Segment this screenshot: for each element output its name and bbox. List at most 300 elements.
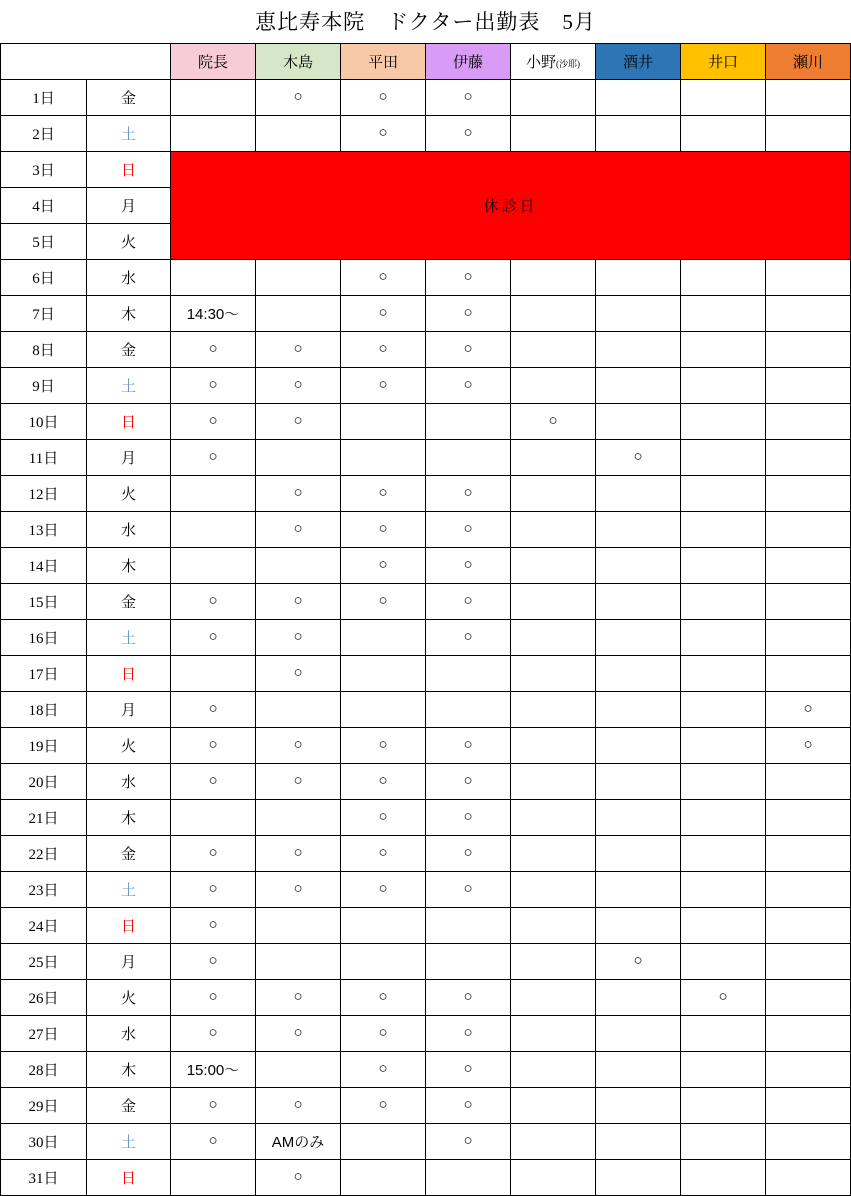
- shift-cell-1[interactable]: ○: [171, 692, 256, 728]
- shift-cell-1[interactable]: ○: [171, 872, 256, 908]
- shift-cell-4[interactable]: ○: [426, 1016, 511, 1052]
- shift-cell-2[interactable]: [256, 296, 341, 332]
- day-cell: 7日: [1, 296, 87, 332]
- shift-cell-7[interactable]: [681, 656, 766, 692]
- shift-cell-1[interactable]: [171, 80, 256, 116]
- shift-cell-1[interactable]: ○: [171, 728, 256, 764]
- shift-cell-8[interactable]: [766, 440, 851, 476]
- weekday-cell: 水: [87, 1016, 171, 1052]
- table-row: [1, 80, 851, 116]
- weekday-cell: 水: [87, 764, 171, 800]
- shift-cell-8[interactable]: [766, 404, 851, 440]
- shift-cell-5[interactable]: ○: [511, 404, 596, 440]
- shift-cell-2[interactable]: ○: [256, 656, 341, 692]
- table-row: [1, 1124, 851, 1160]
- weekday-cell: 水: [87, 512, 171, 548]
- shift-cell-3[interactable]: ○: [341, 1088, 426, 1124]
- shift-cell-2[interactable]: [256, 440, 341, 476]
- day-cell: 13日: [1, 512, 87, 548]
- weekday-cell: 月: [87, 440, 171, 476]
- shift-cell-7[interactable]: [681, 872, 766, 908]
- shift-cell-6[interactable]: ○: [596, 440, 681, 476]
- shift-cell-8[interactable]: [766, 1088, 851, 1124]
- shift-cell-1[interactable]: ○: [171, 908, 256, 944]
- shift-cell-2[interactable]: ○: [256, 620, 341, 656]
- shift-cell-7[interactable]: [681, 404, 766, 440]
- shift-cell-7[interactable]: [681, 476, 766, 512]
- doctor-header-5: [511, 44, 596, 80]
- shift-cell-5[interactable]: [511, 1052, 596, 1088]
- shift-cell-3[interactable]: ○: [341, 764, 426, 800]
- shift-cell-6[interactable]: [596, 1160, 681, 1196]
- shift-cell-8[interactable]: [766, 80, 851, 116]
- page-title: 恵比寿本院 ドクター出勤表 5月: [255, 10, 596, 34]
- shift-cell-3[interactable]: [341, 692, 426, 728]
- day-cell: 12日: [1, 476, 87, 512]
- shift-cell-3[interactable]: ○: [341, 980, 426, 1016]
- table-row: [1, 764, 851, 800]
- shift-cell-7[interactable]: [681, 800, 766, 836]
- shift-cell-8[interactable]: [766, 908, 851, 944]
- shift-cell-5[interactable]: [511, 872, 596, 908]
- table-row: [1, 728, 851, 764]
- shift-cell-3[interactable]: [341, 1124, 426, 1160]
- shift-cell-8[interactable]: [766, 548, 851, 584]
- day-cell: 25日: [1, 944, 87, 980]
- shift-cell-5[interactable]: [511, 1088, 596, 1124]
- shift-cell-7[interactable]: [681, 368, 766, 404]
- shift-cell-4[interactable]: ○: [426, 476, 511, 512]
- day-cell: 28日: [1, 1052, 87, 1088]
- shift-cell-6[interactable]: [596, 1052, 681, 1088]
- doctor-name: 瀬川: [792, 55, 823, 71]
- shift-cell-6[interactable]: [596, 1088, 681, 1124]
- shift-cell-1[interactable]: [171, 548, 256, 584]
- day-cell: 4日: [1, 188, 87, 224]
- shift-cell-2[interactable]: ○: [256, 584, 341, 620]
- shift-cell-5[interactable]: [511, 1016, 596, 1052]
- shift-cell-1[interactable]: ○: [171, 404, 256, 440]
- shift-cell-6[interactable]: [596, 1016, 681, 1052]
- table-row: [1, 584, 851, 620]
- table-row: [1, 908, 851, 944]
- shift-cell-4[interactable]: ○: [426, 512, 511, 548]
- shift-cell-5[interactable]: [511, 584, 596, 620]
- shift-cell-4[interactable]: ○: [426, 836, 511, 872]
- shift-cell-4[interactable]: [426, 944, 511, 980]
- shift-cell-3[interactable]: ○: [341, 836, 426, 872]
- shift-cell-5[interactable]: [511, 800, 596, 836]
- shift-cell-1[interactable]: ○: [171, 440, 256, 476]
- shift-cell-4[interactable]: ○: [426, 728, 511, 764]
- shift-cell-5[interactable]: [511, 332, 596, 368]
- shift-cell-4[interactable]: ○: [426, 584, 511, 620]
- weekday-cell: 土: [87, 620, 171, 656]
- shift-cell-6[interactable]: [596, 80, 681, 116]
- doctor-name: 井口: [707, 55, 738, 71]
- shift-cell-7[interactable]: [681, 836, 766, 872]
- shift-cell-6[interactable]: [596, 584, 681, 620]
- shift-cell-6[interactable]: [596, 404, 681, 440]
- shift-cell-3[interactable]: ○: [341, 1016, 426, 1052]
- shift-cell-6[interactable]: ○: [596, 944, 681, 980]
- shift-cell-5[interactable]: [511, 764, 596, 800]
- shift-cell-3[interactable]: [341, 944, 426, 980]
- day-cell: 10日: [1, 404, 87, 440]
- shift-cell-7[interactable]: [681, 944, 766, 980]
- shift-cell-8[interactable]: [766, 332, 851, 368]
- table-row: [1, 1088, 851, 1124]
- shift-cell-2[interactable]: ○: [256, 332, 341, 368]
- weekday-cell: 土: [87, 368, 171, 404]
- doctor-header-8: [766, 44, 851, 80]
- doctor-name: 平田: [367, 55, 398, 71]
- shift-cell-3[interactable]: ○: [341, 332, 426, 368]
- weekday-cell: 火: [87, 224, 171, 260]
- shift-cell-2[interactable]: ○: [256, 368, 341, 404]
- shift-cell-1[interactable]: ○: [171, 836, 256, 872]
- shift-cell-7[interactable]: [681, 80, 766, 116]
- doctor-name: 小野: [525, 55, 556, 71]
- shift-cell-8[interactable]: [766, 944, 851, 980]
- shift-cell-4[interactable]: ○: [426, 368, 511, 404]
- shift-cell-8[interactable]: [766, 296, 851, 332]
- shift-cell-3[interactable]: ○: [341, 512, 426, 548]
- day-cell: 21日: [1, 800, 87, 836]
- shift-cell-3[interactable]: [341, 1160, 426, 1196]
- shift-cell-6[interactable]: [596, 800, 681, 836]
- shift-cell-6[interactable]: [596, 656, 681, 692]
- shift-cell-1[interactable]: [171, 656, 256, 692]
- shift-cell-6[interactable]: [596, 368, 681, 404]
- shift-cell-3[interactable]: ○: [341, 1052, 426, 1088]
- shift-cell-6[interactable]: [596, 836, 681, 872]
- shift-cell-4[interactable]: ○: [426, 548, 511, 584]
- shift-cell-3[interactable]: ○: [341, 260, 426, 296]
- day-cell: 31日: [1, 1160, 87, 1196]
- shift-cell-1[interactable]: ○: [171, 764, 256, 800]
- shift-cell-3[interactable]: ○: [341, 872, 426, 908]
- weekday-cell: 木: [87, 800, 171, 836]
- shift-cell-3[interactable]: [341, 656, 426, 692]
- weekday-cell: 木: [87, 548, 171, 584]
- shift-cell-6[interactable]: [596, 764, 681, 800]
- shift-cell-1[interactable]: ○: [171, 332, 256, 368]
- shift-cell-2[interactable]: [256, 944, 341, 980]
- shift-cell-7[interactable]: [681, 296, 766, 332]
- shift-cell-8[interactable]: [766, 512, 851, 548]
- table-row: [1, 440, 851, 476]
- shift-cell-4[interactable]: ○: [426, 80, 511, 116]
- shift-cell-4[interactable]: ○: [426, 1124, 511, 1160]
- day-cell: 27日: [1, 1016, 87, 1052]
- shift-cell-7[interactable]: [681, 440, 766, 476]
- table-body: [1, 80, 851, 1196]
- weekday-cell: 火: [87, 728, 171, 764]
- table-row: [1, 116, 851, 152]
- day-cell: 26日: [1, 980, 87, 1016]
- table-row: [1, 1160, 851, 1196]
- shift-cell-8[interactable]: [766, 800, 851, 836]
- shift-cell-2[interactable]: [256, 1052, 341, 1088]
- shift-cell-8[interactable]: [766, 368, 851, 404]
- shift-cell-2[interactable]: [256, 908, 341, 944]
- shift-cell-6[interactable]: [596, 296, 681, 332]
- shift-cell-4[interactable]: ○: [426, 1052, 511, 1088]
- shift-cell-5[interactable]: [511, 116, 596, 152]
- shift-cell-8[interactable]: ○: [766, 728, 851, 764]
- shift-cell-8[interactable]: [766, 1124, 851, 1160]
- shift-cell-5[interactable]: [511, 1124, 596, 1160]
- weekday-cell: 金: [87, 80, 171, 116]
- shift-cell-1[interactable]: 14:30〜: [171, 296, 256, 332]
- doctor-name: 院長: [197, 55, 228, 71]
- shift-cell-7[interactable]: [681, 1160, 766, 1196]
- day-cell: 17日: [1, 656, 87, 692]
- shift-cell-4[interactable]: [426, 1160, 511, 1196]
- shift-cell-2[interactable]: ○: [256, 728, 341, 764]
- table-row: [1, 692, 851, 728]
- doctor-header-1: [171, 44, 256, 80]
- shift-cell-4[interactable]: ○: [426, 296, 511, 332]
- shift-cell-6[interactable]: [596, 872, 681, 908]
- shift-cell-6[interactable]: [596, 512, 681, 548]
- shift-cell-5[interactable]: [511, 944, 596, 980]
- header-row: [1, 44, 851, 80]
- shift-cell-1[interactable]: [171, 116, 256, 152]
- shift-cell-2[interactable]: AMのみ: [256, 1124, 341, 1160]
- shift-cell-8[interactable]: [766, 620, 851, 656]
- shift-cell-2[interactable]: ○: [256, 80, 341, 116]
- closed-banner: 休診日: [171, 152, 851, 260]
- weekday-cell: 日: [87, 908, 171, 944]
- doctor-header-7: [681, 44, 766, 80]
- shift-cell-4[interactable]: ○: [426, 764, 511, 800]
- shift-cell-5[interactable]: [511, 620, 596, 656]
- shift-cell-5[interactable]: [511, 656, 596, 692]
- shift-cell-8[interactable]: [766, 872, 851, 908]
- shift-cell-7[interactable]: [681, 260, 766, 296]
- shift-cell-2[interactable]: ○: [256, 1160, 341, 1196]
- shift-cell-1[interactable]: [171, 260, 256, 296]
- weekday-cell: 月: [87, 692, 171, 728]
- shift-cell-2[interactable]: ○: [256, 404, 341, 440]
- shift-cell-2[interactable]: [256, 260, 341, 296]
- shift-cell-2[interactable]: ○: [256, 512, 341, 548]
- shift-cell-5[interactable]: [511, 836, 596, 872]
- day-cell: 16日: [1, 620, 87, 656]
- shift-cell-8[interactable]: [766, 980, 851, 1016]
- shift-cell-8[interactable]: [766, 1016, 851, 1052]
- shift-cell-4[interactable]: [426, 692, 511, 728]
- shift-cell-2[interactable]: ○: [256, 1088, 341, 1124]
- shift-cell-1[interactable]: [171, 512, 256, 548]
- shift-cell-1[interactable]: ○: [171, 1088, 256, 1124]
- shift-cell-4[interactable]: [426, 404, 511, 440]
- day-cell: 23日: [1, 872, 87, 908]
- shift-cell-2[interactable]: ○: [256, 872, 341, 908]
- shift-cell-4[interactable]: [426, 908, 511, 944]
- shift-cell-5[interactable]: [511, 260, 596, 296]
- shift-cell-4[interactable]: [426, 656, 511, 692]
- day-cell: 24日: [1, 908, 87, 944]
- table-row: [1, 152, 851, 188]
- shift-cell-1[interactable]: ○: [171, 944, 256, 980]
- weekday-cell: 火: [87, 980, 171, 1016]
- shift-cell-5[interactable]: [511, 296, 596, 332]
- header-blank: [1, 44, 171, 80]
- shift-cell-6[interactable]: [596, 476, 681, 512]
- shift-cell-1[interactable]: [171, 800, 256, 836]
- shift-cell-8[interactable]: [766, 476, 851, 512]
- weekday-cell: 金: [87, 836, 171, 872]
- day-cell: 15日: [1, 584, 87, 620]
- day-cell: 29日: [1, 1088, 87, 1124]
- shift-cell-3[interactable]: ○: [341, 584, 426, 620]
- table-row: [1, 620, 851, 656]
- table-row: [1, 332, 851, 368]
- shift-cell-3[interactable]: [341, 620, 426, 656]
- shift-cell-7[interactable]: [681, 692, 766, 728]
- shift-cell-2[interactable]: [256, 692, 341, 728]
- shift-cell-6[interactable]: [596, 116, 681, 152]
- doctor-name: 酒井: [622, 55, 653, 71]
- shift-cell-2[interactable]: ○: [256, 836, 341, 872]
- shift-cell-7[interactable]: [681, 728, 766, 764]
- shift-cell-1[interactable]: ○: [171, 980, 256, 1016]
- shift-cell-1[interactable]: [171, 476, 256, 512]
- shift-cell-3[interactable]: ○: [341, 548, 426, 584]
- shift-cell-6[interactable]: [596, 260, 681, 296]
- shift-cell-8[interactable]: [766, 836, 851, 872]
- shift-cell-8[interactable]: [766, 116, 851, 152]
- shift-cell-2[interactable]: ○: [256, 1016, 341, 1052]
- shift-cell-1[interactable]: ○: [171, 584, 256, 620]
- shift-cell-6[interactable]: [596, 1124, 681, 1160]
- shift-cell-1[interactable]: 15:00〜: [171, 1052, 256, 1088]
- shift-cell-3[interactable]: ○: [341, 368, 426, 404]
- shift-cell-2[interactable]: [256, 548, 341, 584]
- shift-cell-5[interactable]: [511, 368, 596, 404]
- shift-cell-5[interactable]: [511, 728, 596, 764]
- shift-cell-6[interactable]: [596, 728, 681, 764]
- shift-cell-8[interactable]: [766, 764, 851, 800]
- shift-cell-6[interactable]: [596, 620, 681, 656]
- shift-cell-3[interactable]: ○: [341, 116, 426, 152]
- shift-cell-4[interactable]: ○: [426, 980, 511, 1016]
- shift-cell-5[interactable]: [511, 980, 596, 1016]
- shift-cell-4[interactable]: ○: [426, 260, 511, 296]
- shift-cell-7[interactable]: [681, 116, 766, 152]
- shift-cell-8[interactable]: [766, 260, 851, 296]
- shift-cell-6[interactable]: [596, 980, 681, 1016]
- shift-cell-5[interactable]: [511, 908, 596, 944]
- shift-cell-6[interactable]: [596, 692, 681, 728]
- shift-cell-5[interactable]: [511, 692, 596, 728]
- shift-cell-3[interactable]: [341, 908, 426, 944]
- shift-cell-7[interactable]: ○: [681, 980, 766, 1016]
- shift-cell-2[interactable]: ○: [256, 764, 341, 800]
- shift-cell-4[interactable]: ○: [426, 872, 511, 908]
- shift-cell-7[interactable]: [681, 620, 766, 656]
- shift-cell-8[interactable]: [766, 1052, 851, 1088]
- shift-cell-8[interactable]: [766, 1160, 851, 1196]
- shift-cell-3[interactable]: ○: [341, 80, 426, 116]
- shift-cell-2[interactable]: [256, 116, 341, 152]
- table-row: [1, 656, 851, 692]
- shift-cell-7[interactable]: [681, 548, 766, 584]
- shift-cell-2[interactable]: ○: [256, 476, 341, 512]
- shift-cell-4[interactable]: ○: [426, 800, 511, 836]
- doctor-name: 木島: [282, 55, 313, 71]
- shift-cell-7[interactable]: [681, 1016, 766, 1052]
- shift-cell-7[interactable]: [681, 908, 766, 944]
- weekday-cell: 日: [87, 404, 171, 440]
- day-cell: 3日: [1, 152, 87, 188]
- shift-cell-1[interactable]: [171, 1160, 256, 1196]
- shift-cell-6[interactable]: [596, 332, 681, 368]
- shift-cell-7[interactable]: [681, 1052, 766, 1088]
- shift-cell-3[interactable]: [341, 440, 426, 476]
- shift-cell-8[interactable]: [766, 656, 851, 692]
- day-cell: 30日: [1, 1124, 87, 1160]
- weekday-cell: 土: [87, 872, 171, 908]
- shift-cell-1[interactable]: ○: [171, 368, 256, 404]
- table-row: [1, 404, 851, 440]
- shift-cell-3[interactable]: ○: [341, 296, 426, 332]
- shift-cell-7[interactable]: [681, 332, 766, 368]
- shift-cell-1[interactable]: ○: [171, 1016, 256, 1052]
- day-cell: 11日: [1, 440, 87, 476]
- shift-cell-7[interactable]: [681, 1124, 766, 1160]
- day-cell: 14日: [1, 548, 87, 584]
- table-row: [1, 1052, 851, 1088]
- shift-cell-5[interactable]: [511, 512, 596, 548]
- shift-cell-8[interactable]: [766, 584, 851, 620]
- weekday-cell: 火: [87, 476, 171, 512]
- shift-cell-7[interactable]: [681, 584, 766, 620]
- shift-cell-5[interactable]: [511, 440, 596, 476]
- shift-cell-1[interactable]: ○: [171, 620, 256, 656]
- shift-cell-2[interactable]: ○: [256, 980, 341, 1016]
- shift-cell-7[interactable]: [681, 512, 766, 548]
- shift-cell-6[interactable]: [596, 548, 681, 584]
- shift-cell-7[interactable]: [681, 1088, 766, 1124]
- shift-cell-5[interactable]: [511, 80, 596, 116]
- shift-cell-4[interactable]: ○: [426, 116, 511, 152]
- shift-cell-3[interactable]: [341, 404, 426, 440]
- shift-cell-7[interactable]: [681, 764, 766, 800]
- shift-cell-3[interactable]: ○: [341, 476, 426, 512]
- weekday-cell: 木: [87, 1052, 171, 1088]
- shift-cell-5[interactable]: [511, 548, 596, 584]
- day-cell: 8日: [1, 332, 87, 368]
- shift-cell-6[interactable]: [596, 908, 681, 944]
- schedule-table: [0, 43, 851, 1196]
- shift-cell-4[interactable]: ○: [426, 620, 511, 656]
- shift-cell-2[interactable]: [256, 800, 341, 836]
- shift-cell-1[interactable]: ○: [171, 1124, 256, 1160]
- shift-cell-5[interactable]: [511, 1160, 596, 1196]
- shift-cell-4[interactable]: [426, 440, 511, 476]
- shift-cell-3[interactable]: ○: [341, 728, 426, 764]
- table-row: [1, 800, 851, 836]
- shift-cell-4[interactable]: ○: [426, 332, 511, 368]
- shift-cell-4[interactable]: ○: [426, 1088, 511, 1124]
- shift-cell-8[interactable]: ○: [766, 692, 851, 728]
- shift-cell-3[interactable]: ○: [341, 800, 426, 836]
- shift-cell-5[interactable]: [511, 476, 596, 512]
